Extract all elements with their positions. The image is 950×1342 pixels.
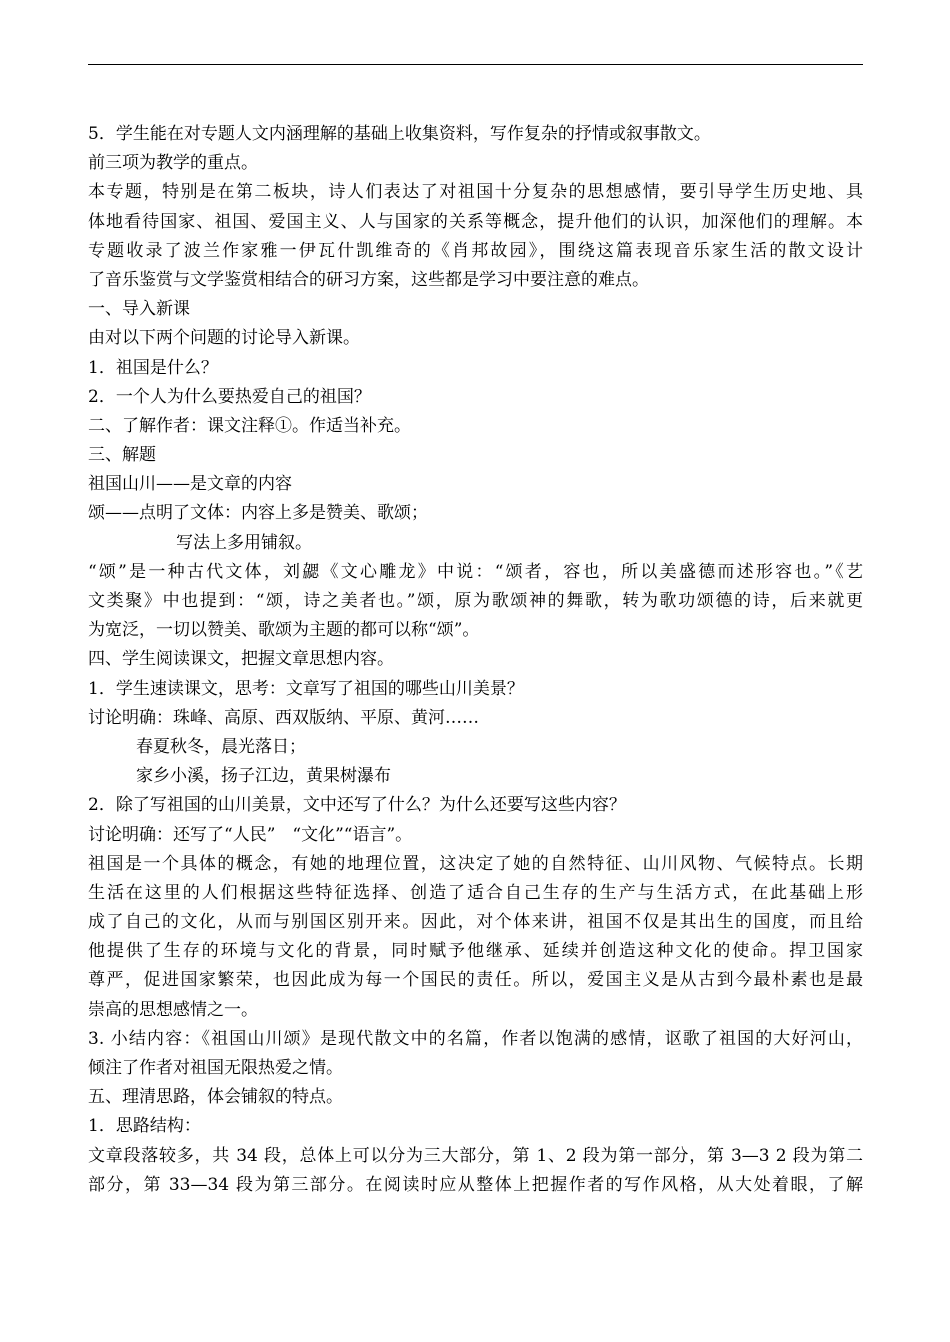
text-line: 倾注了作者对祖国无限热爱之情。 [88, 1058, 343, 1078]
text-line: 家乡小溪，扬子江边，黄果树瀑布 [136, 766, 391, 787]
text-line: 祖国是一个具体的概念，有她的地理位置，这决定了她的自然特征、山川风物、气候特点。长期 [88, 853, 863, 874]
text-line: 为宽泛，一切以赞美、歌颂为主题的都可以称“颂”。 [88, 620, 480, 641]
text-line: 3. 小结内容：《祖国山川颂》是现代散文中的名篇，作者以饱满的感情，讴歌了祖国的大好河山， [88, 1028, 863, 1049]
text-line: 崇高的思想感情之一。 [88, 999, 258, 1020]
text-line: 二、了解作者：课文注释①。作适当补充。 [88, 415, 411, 436]
text-line: 5．学生能在对专题人文内涵理解的基础上收集资料，写作复杂的抒情或叙事散文。 [88, 124, 711, 144]
text-line: 文类聚》中也提到：“颂，诗之美者也。”颂，原为歌颂神的舞歌，转为歌功颂德的诗，后来就更 [88, 591, 863, 611]
text-line: 部分，第 33—34 段为第三部分。在阅读时应从整体上把握作者的写作风格，从大处着眼，了解 [88, 1174, 863, 1195]
text-line: 2．除了写祖国的山川美景，文中还写了什么？为什么还要写这些内容？ [88, 795, 626, 816]
text-line: 由对以下两个问题的讨论导入新课。 [88, 328, 360, 349]
text-line: 1．祖国是什么？ [88, 357, 218, 378]
text-line: 春夏秋冬，晨光落日； [136, 736, 306, 757]
text-line: 尊严，促进国家繁荣，也因此成为每一个国民的责任。所以，爱国主义是从古到今最朴素也是最 [88, 970, 863, 991]
text-line: 讨论明确：珠峰、高原、西双版纳、平原、黄河…… [88, 707, 479, 728]
text-line: 生活在这里的人们根据这些特征选择、创造了适合自己生存的生产与生活方式，在此基础上形 [88, 882, 863, 903]
text-line: 成了自己的文化，从而与别国区别开来。因此，对个体来讲，祖国不仅是其出生的国度，而且给 [88, 912, 863, 933]
text-line: 他提供了生存的环境与文化的背景，同时赋予他继承、延续并创造这种文化的使命。捍卫国家 [88, 941, 863, 962]
text-line: 了音乐鉴赏与文学鉴赏相结合的研习方案，这些都是学习中要注意的难点。 [88, 269, 649, 290]
text-line: 五、理清思路，体会铺叙的特点。 [88, 1087, 343, 1108]
text-line: 祖国山川——是文章的内容 [88, 474, 292, 495]
text-line: 体地看待国家、祖国、爱国主义、人与国家的关系等概念，提升他们的认识，加深他们的理解。本 [88, 211, 863, 232]
text-line: 前三项为教学的重点。 [88, 153, 258, 174]
document-body [88, 120, 863, 1200]
text-line: 一、导入新课 [88, 299, 190, 320]
text-line: 写法上多用铺叙。 [176, 532, 312, 553]
text-line: 三、解题 [88, 445, 156, 466]
text-line: 文章段落较多，共 34 段，总体上可以分为三大部分，第 1、2 段为第一部分，第 3—3 2 段为第二 [88, 1145, 863, 1166]
text-line: 颂——点明了文体：内容上多是赞美、歌颂； [88, 503, 428, 524]
text-line: 专题收录了波兰作家雅一伊瓦什凯维奇的《肖邦故园》，围绕这篇表现音乐家生活的散文设计 [88, 240, 863, 261]
text-line: 讨论明确：还写了“人民” “文化”“语言”。 [88, 824, 413, 845]
text-line: 1．思路结构： [88, 1116, 201, 1137]
text-line: 2．一个人为什么要热爱自己的祖国？ [88, 386, 371, 407]
text-line: 四、学生阅读课文，把握文章思想内容。 [88, 649, 394, 670]
text-line: 1．学生速读课文，思考：文章写了祖国的哪些山川美景？ [88, 678, 524, 699]
text-line: “颂”是一种古代文体，刘勰《文心雕龙》中说：“颂者，容也，所以美盛德而述形容也。”《艺 [88, 561, 863, 582]
header-rule [88, 64, 863, 65]
text-line: 本专题，特别是在第二板块，诗人们表达了对祖国十分复杂的思想感情，要引导学生历史地、具 [88, 182, 863, 203]
